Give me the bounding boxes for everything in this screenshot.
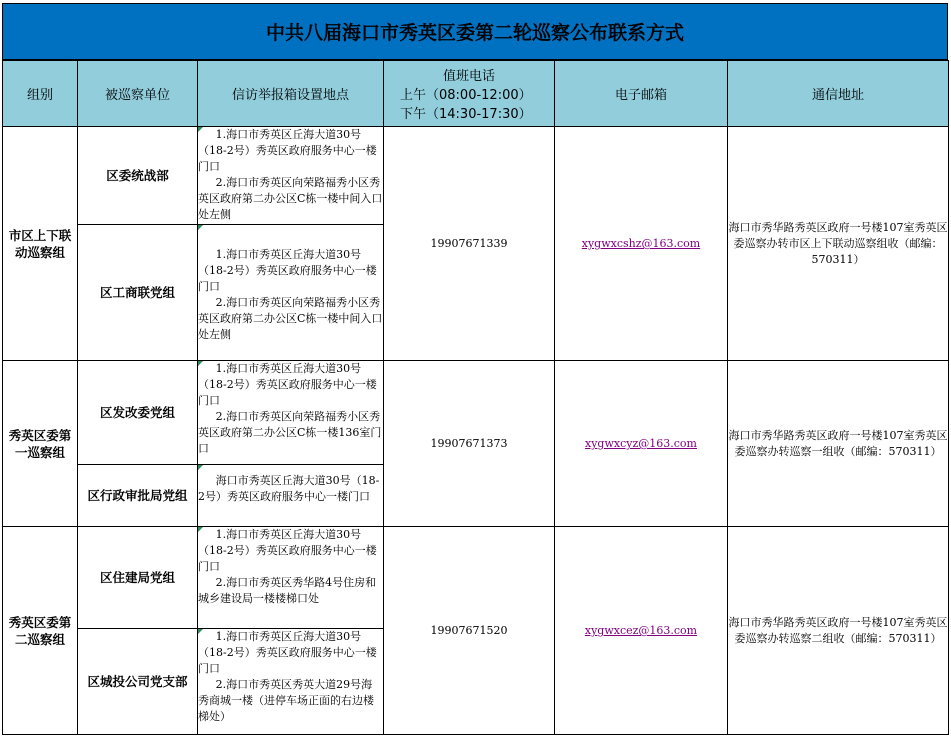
table-row [3,361,949,465]
email-link[interactable]: xygwxcyz@163.com [585,437,697,450]
hotline-number: 19907671520 [384,527,555,735]
header-hotline [384,61,555,127]
sheet-title: 中共八届海口市秀英区委第二轮巡察公布联系方式 [2,3,948,60]
unit-name: 区行政审批局党组 [78,465,198,527]
mailbox-location [198,225,384,361]
mailbox-location [198,629,384,735]
mailbox-location [198,465,384,527]
mailing-address: 海口市秀华路秀英区政府一号楼107室秀英区委巡察办转巡察二组收（邮编：570311） [728,527,949,735]
header-row [3,61,949,127]
table-row [3,527,949,629]
hotline-label: 值班电话 [442,69,495,84]
mailbox-line: 1.海口市秀英区丘海大道30号（18-2号）秀英区政府服务中心一楼门口 [198,630,377,675]
unit-name: 区工商联党组 [78,225,198,361]
group-name: 秀英区委第一巡察组 [3,361,78,527]
email-cell [555,527,728,735]
hotline-number: 19907671373 [384,361,555,527]
header-unit: 被巡察单位 [78,61,198,127]
mailbox-location [198,127,384,225]
mailing-address: 海口市秀华路秀英区政府一号楼107室秀英区委巡察办转巡察一组收（邮编：570311） [728,361,949,527]
unit-name: 区住建局党组 [78,527,198,629]
table-row [3,127,949,225]
mailbox-line: 海口市秀英区丘海大道30号（18-2号）秀英区政府服务中心一楼门口 [198,474,380,503]
header-address: 通信地址 [728,61,949,127]
group-name: 秀英区委第二巡察组 [3,527,78,735]
hotline-number: 19907671339 [384,127,555,361]
mailbox-line: 1.海口市秀英区丘海大道30号（18-2号）秀英区政府服务中心一楼门口 [198,128,377,173]
email-link[interactable]: xygwxcez@163.com [584,624,698,637]
mailbox-line: 1.海口市秀英区丘海大道30号（18-2号）秀英区政府服务中心一楼门口 [198,528,377,573]
unit-name: 区委统战部 [78,127,198,225]
hotline-am: 上午（08:00-12:00） [400,88,532,103]
mailbox-line: 2.海口市秀英区向荣路福秀小区秀英区政府第二办公区C栋一楼中间入口处左侧 [198,176,383,221]
hotline-pm: 下午（14:30-17:30） [400,107,532,122]
unit-name: 区城投公司党支部 [78,629,198,735]
email-cell [555,361,728,527]
mailbox-line: 2.海口市秀英区向荣路福秀小区秀英区政府第二办公区C栋一楼136室门口 [198,410,382,455]
mailbox-line: 2.海口市秀英区秀英大道29号海秀商城一楼（进停车场正面的右边楼梯处） [198,678,374,723]
header-email: 电子邮箱 [555,61,728,127]
header-mailbox: 信访举报箱设置地点 [198,61,384,127]
mailbox-location [198,527,384,629]
email-cell [555,127,728,361]
mailbox-line: 1.海口市秀英区丘海大道30号（18-2号）秀英区政府服务中心一楼门口 [198,362,377,407]
email-link[interactable]: xygwxcshz@163.com [581,237,701,250]
mailbox-line: 1.海口市秀英区丘海大道30号（18-2号）秀英区政府服务中心一楼门口 [198,248,377,293]
mailing-address: 海口市秀华路秀英区政府一号楼107室秀英区委巡察办转市区上下联动巡察组收（邮编：570311） [728,127,949,361]
group-name: 市区上下联动巡察组 [3,127,78,361]
unit-name: 区发改委党组 [78,361,198,465]
contact-table [2,60,949,735]
mailbox-location [198,361,384,465]
mailbox-line: 2.海口市秀英区秀华路4号住房和城乡建设局一楼楼梯口处 [198,576,377,605]
header-group: 组别 [3,61,78,127]
mailbox-line: 2.海口市秀英区向荣路福秀小区秀英区政府第二办公区C栋一楼中间入口处左侧 [198,296,383,341]
